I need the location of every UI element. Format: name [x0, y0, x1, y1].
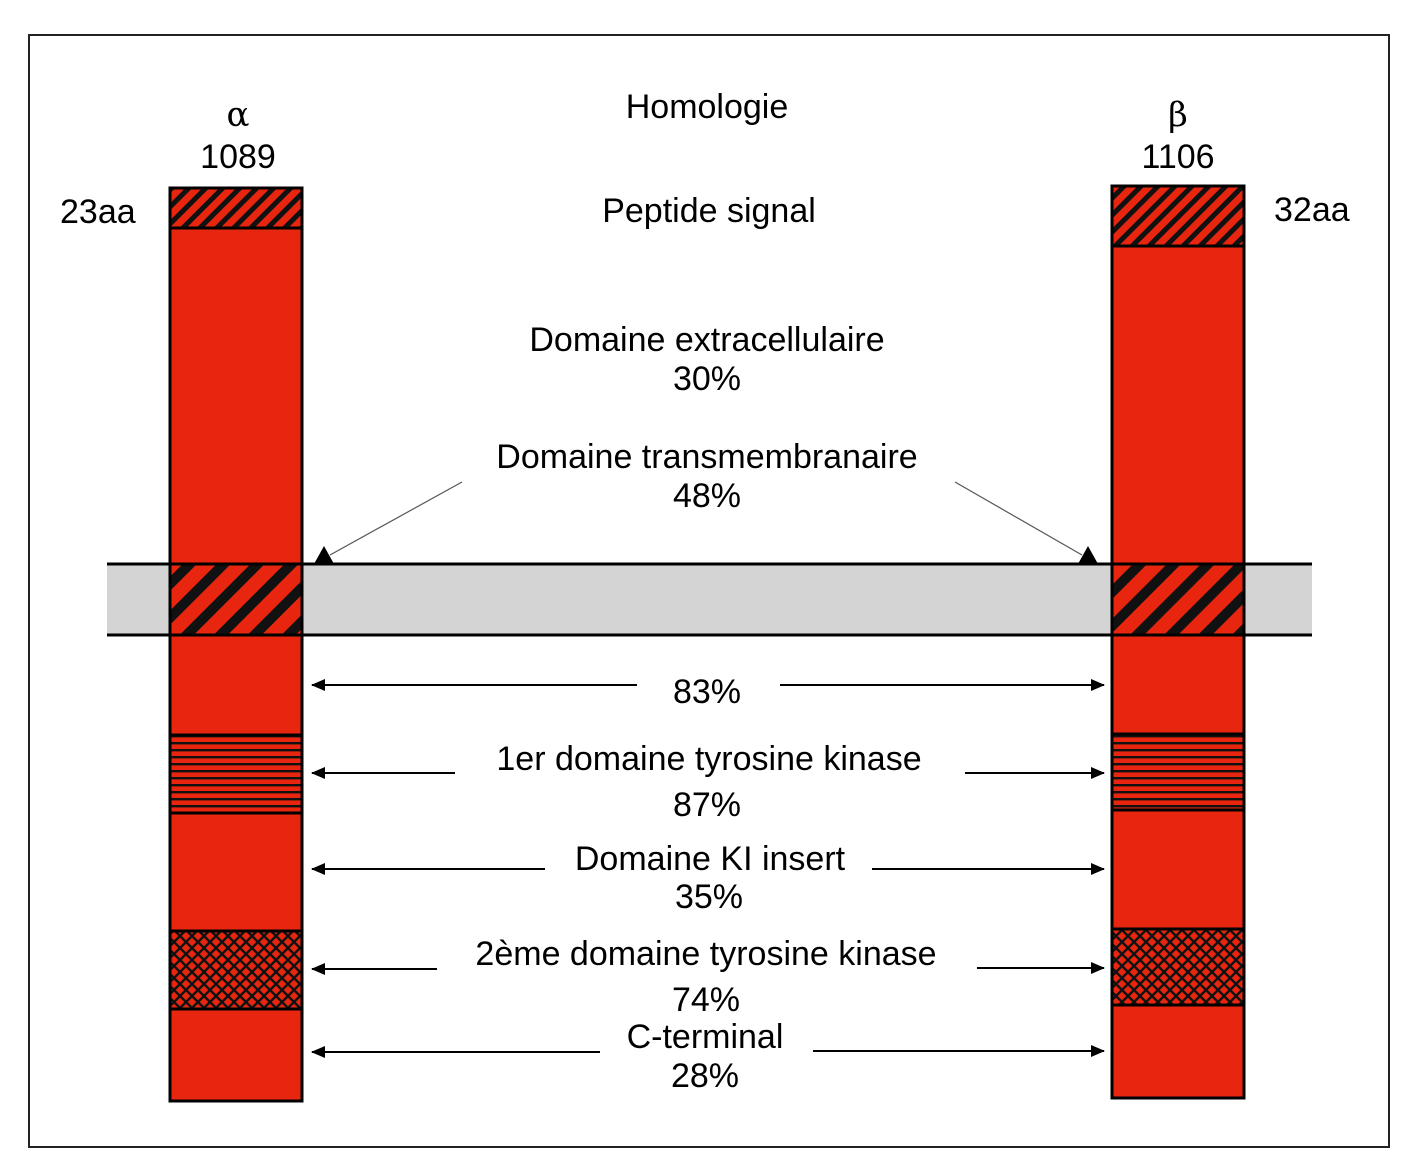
tm-pointer-left	[330, 482, 462, 555]
alpha-length: 1089	[200, 138, 276, 176]
diagram-title: Homologie	[625, 88, 789, 126]
extracellular-percent: 30%	[672, 360, 742, 398]
alpha-signal-segment	[170, 188, 302, 228]
beta-length: 1106	[1141, 138, 1215, 176]
beta-transmembrane-segment	[1112, 564, 1244, 635]
cterm-label: C-terminal	[626, 1018, 784, 1056]
cterm-percent: 28%	[670, 1057, 740, 1095]
beta-extracellular-segment	[1112, 246, 1244, 564]
beta-chain-bar	[1112, 186, 1244, 1098]
beta-tk2-segment	[1112, 929, 1244, 1005]
beta-ki-segment	[1112, 810, 1244, 929]
transmembrane-label: Domaine transmembranaire	[496, 438, 918, 476]
tk2-percent: 74%	[671, 981, 741, 1019]
transmembrane-percent: 48%	[672, 477, 742, 515]
tk2-label: 2ème domaine tyrosine kinase	[475, 935, 937, 973]
signal-peptide-label: Peptide signal	[602, 192, 816, 230]
beta-cterm-segment	[1112, 1005, 1244, 1098]
juxtamembrane-percent: 83%	[672, 673, 742, 711]
alpha-cterm-segment	[170, 1009, 302, 1101]
tm-pointer-right	[955, 482, 1082, 555]
beta-tk1-segment	[1112, 734, 1244, 810]
alpha-symbol: α	[226, 95, 250, 135]
beta-signal-length: 32aa	[1274, 191, 1350, 229]
alpha-signal-length: 23aa	[60, 193, 136, 231]
alpha-transmembrane-segment	[170, 564, 302, 635]
alpha-tk1-segment	[170, 735, 302, 813]
beta-signal-segment	[1112, 186, 1244, 246]
beta-symbol: β	[1168, 95, 1188, 135]
tk1-label: 1er domaine tyrosine kinase	[496, 740, 922, 778]
alpha-tk2-segment	[170, 931, 302, 1009]
tk1-percent: 87%	[672, 786, 742, 824]
ki-label: Domaine KI insert	[574, 840, 846, 878]
ki-percent: 35%	[674, 878, 744, 916]
alpha-extracellular-segment	[170, 228, 302, 564]
alpha-juxtamembrane-segment	[170, 635, 302, 735]
beta-juxtamembrane-segment	[1112, 635, 1244, 734]
alpha-chain-bar	[170, 188, 302, 1101]
extracellular-label: Domaine extracellulaire	[529, 321, 885, 359]
alpha-ki-segment	[170, 813, 302, 931]
